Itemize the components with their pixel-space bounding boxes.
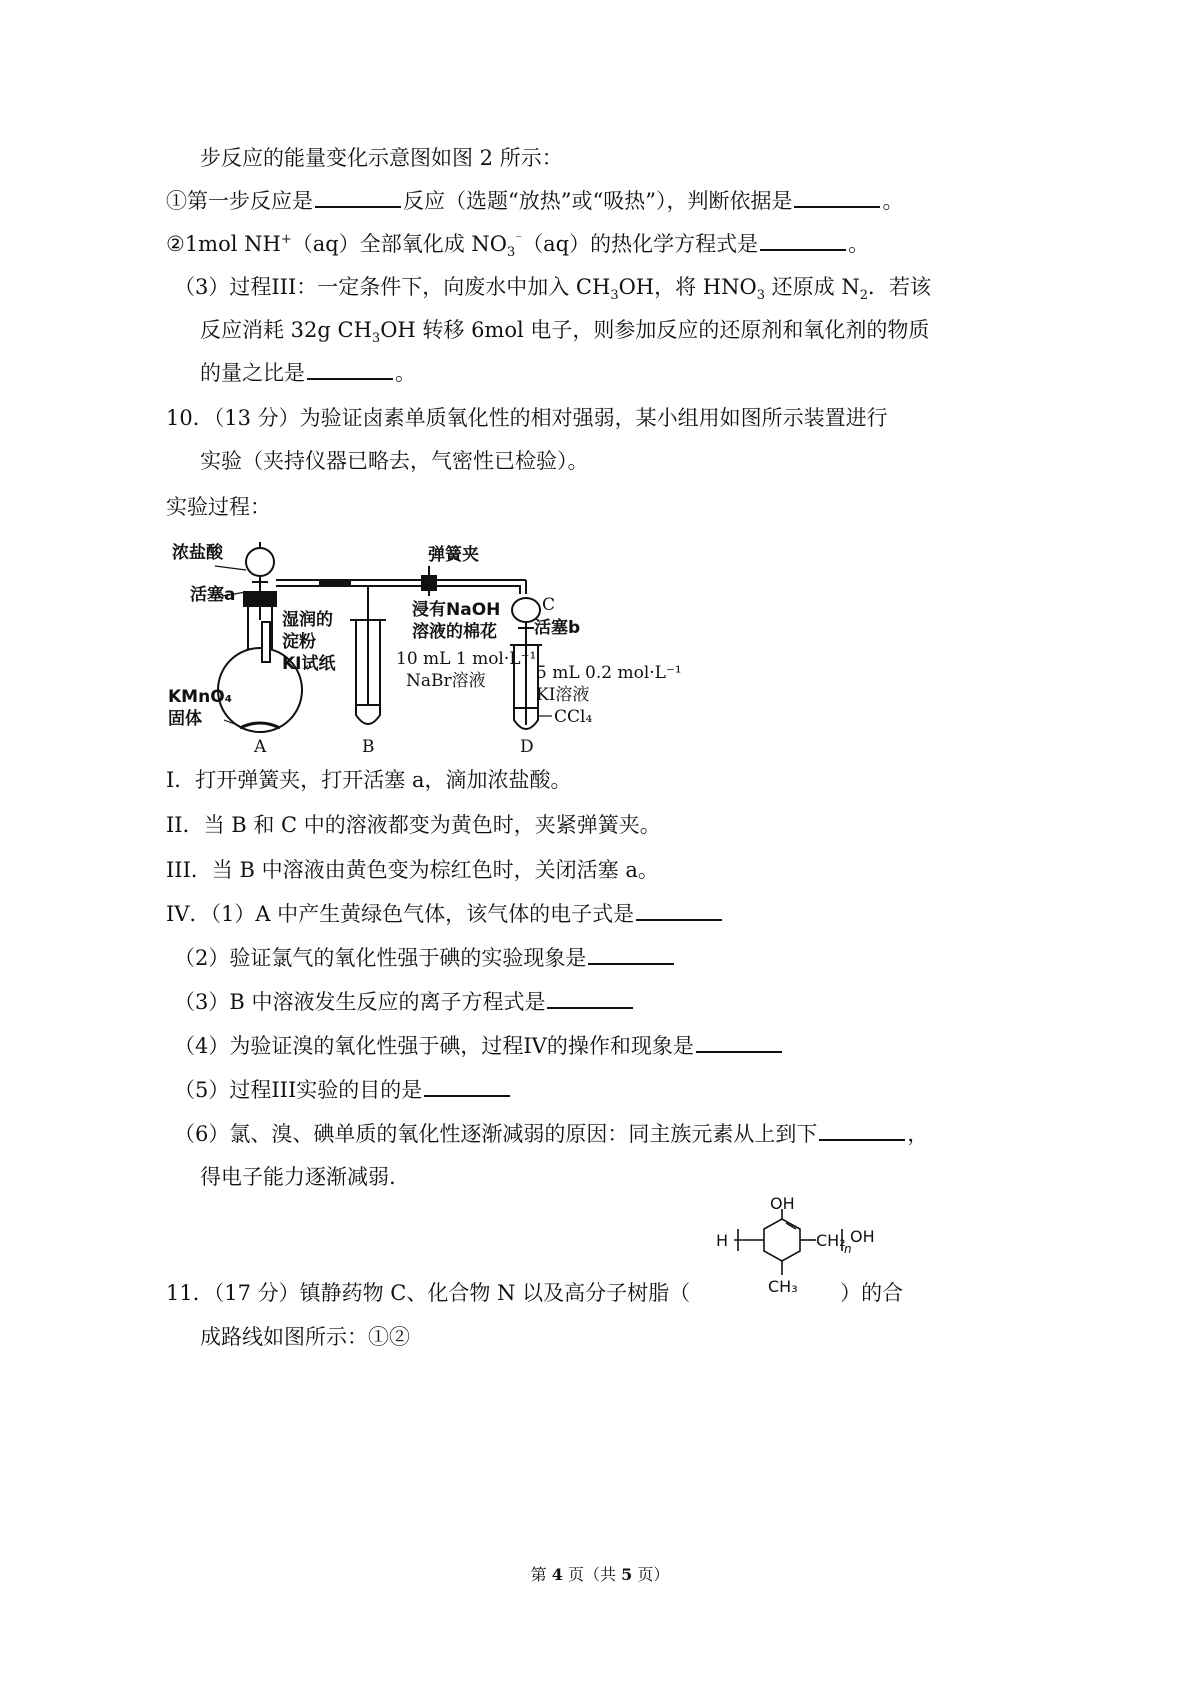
resin-oh-right: OH: [850, 1227, 875, 1246]
resin-oh-top: OH: [770, 1195, 795, 1213]
question-11-header: 11．（17 分）镇静药物 C、化合物 N 以及高分子树脂（ ）的合: [166, 1281, 904, 1305]
text-line-3: ②1mol NH+（aq）全部氧化成 $NO_3^{^-}(aq)$的热化学方程式是 。: [166, 232, 870, 261]
label-spring-clip: 弹簧夹: [428, 545, 479, 565]
question-iv-5: （5）过程III实验的目的是: [174, 1075, 512, 1105]
label-b: B: [362, 737, 375, 757]
label-stopcock-b: 活塞b: [534, 618, 581, 638]
label-cotton-1: 浸有NaOH: [412, 600, 501, 620]
label-ccl4: CCl₄: [554, 707, 593, 727]
page-footer: 第 4 页（共 5 页）: [530, 1565, 670, 1584]
resin-ch3: CH₃: [768, 1277, 798, 1296]
label-nabr-1: 10 mL 1 mol·L⁻¹: [396, 649, 537, 669]
text-line-5: 反应消耗 32g $CH_3OH$ 转移 6mol 电子，则参加反应的还原剂和氧化剂的物质: [200, 318, 930, 347]
text-line-9: 实验过程：: [166, 495, 271, 519]
label-wet-paper-2: 淀粉: [282, 632, 316, 652]
answer-blank[interactable]: [424, 1077, 510, 1097]
label-wet-paper-3: KI试纸: [282, 654, 336, 674]
answer-blank[interactable]: [636, 901, 722, 921]
step-2: II．当 B 和 C 中的溶液都变为黄色时，夹紧弹簧夹。: [166, 813, 661, 837]
label-nabr-2: NaBr溶液: [406, 671, 486, 691]
label-cotton-2: 溶液的棉花: [412, 622, 497, 642]
label-conc-hcl: 浓盐酸: [172, 543, 223, 563]
resin-n: n: [844, 1242, 852, 1256]
label-kmno4: KMnO₄: [168, 687, 233, 707]
question-iv-4: （4）为验证溴的氧化性强于碘，过程IV的操作和现象是: [174, 1031, 784, 1061]
question-10-header: 10．（13 分）为验证卤素单质氧化性的相对强弱，某小组用如图所示装置进行: [166, 406, 888, 430]
resin-ch2-label: CH₂: [816, 1231, 846, 1250]
label-ki-2: KI溶液: [536, 685, 590, 705]
answer-blank[interactable]: [760, 231, 846, 251]
label-solid: 固体: [168, 709, 202, 729]
text-line-8: 实验（夹持仪器已略去，气密性已检验）。: [200, 449, 589, 473]
step-1: I．打开弹簧夹，打开活塞 a，滴加浓盐酸。: [166, 768, 572, 792]
label-d: D: [520, 737, 534, 757]
resin-h-left: H: [716, 1231, 729, 1250]
question-iv-6: （6）氯、溴、碘单质的氧化性逐渐减弱的原因：同主族元素从上到下 ，: [174, 1122, 929, 1146]
answer-blank[interactable]: [696, 1033, 782, 1053]
label-wet-paper-1: 湿润的: [282, 610, 333, 630]
question-iv-6-cont: 得电子能力逐渐减弱.: [200, 1165, 396, 1189]
answer-blank[interactable]: [547, 989, 633, 1009]
answer-blank[interactable]: [588, 945, 674, 965]
text-line-1: 步反应的能量变化示意图如图 2 所示：: [200, 146, 563, 170]
text-line-4: （3）过程III：一定条件下，向废水中加入 $CH_3OH$，将 $HNO_3$ 还原成 $N_2$．若该: [174, 275, 932, 304]
question-iv-2: （2）验证氯气的氧化性强于碘的实验现象是: [174, 943, 676, 973]
answer-blank[interactable]: [819, 1121, 905, 1141]
label-c: C: [542, 595, 556, 615]
question-iv-3: （3）B 中溶液发生反应的离子方程式是: [174, 987, 635, 1017]
label-stopcock-a: 活塞a: [190, 585, 236, 605]
step-3: III．当 B 中溶液由黄色变为棕红色时，关闭活塞 a。: [166, 858, 659, 882]
answer-blank[interactable]: [794, 188, 880, 208]
text-line-6: 的量之比是 。: [200, 361, 416, 385]
text-line-2: ①第一步反应是 反应（选题“放热”或“吸热”），判断依据是 。: [166, 189, 904, 213]
apparatus-diagram: [160, 530, 700, 760]
label-ki-1: 5 mL 0.2 mol·L⁻¹: [536, 663, 682, 683]
answer-blank[interactable]: [315, 188, 401, 208]
answer-blank[interactable]: [307, 360, 393, 380]
label-a: A: [254, 737, 267, 757]
question-iv-1: IV．（1）A 中产生黄绿色气体，该气体的电子式是: [166, 899, 724, 929]
text-line-11c: 成路线如图所示：①②: [200, 1325, 410, 1349]
